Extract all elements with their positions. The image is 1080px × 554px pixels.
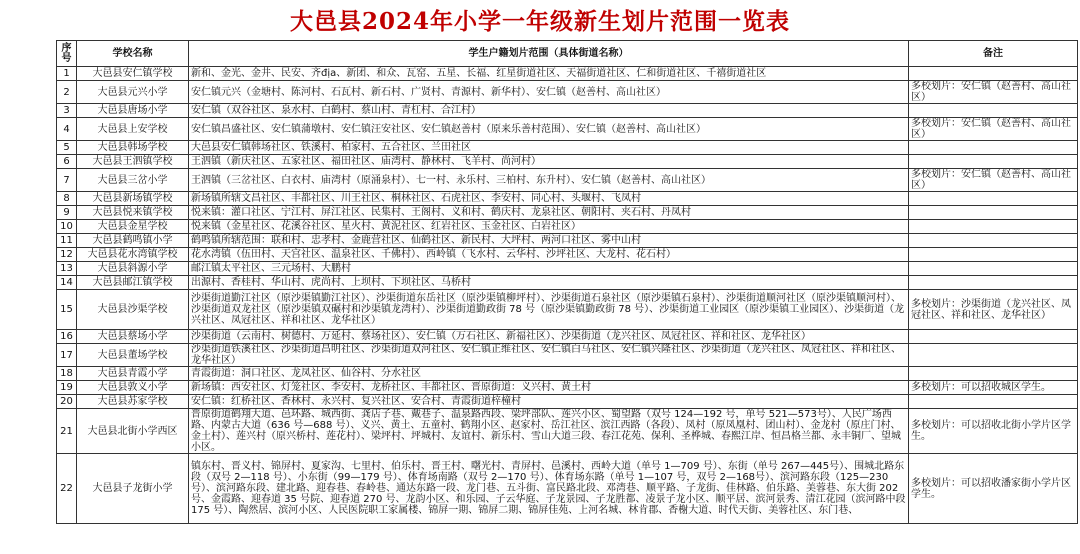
row-number: 2	[57, 81, 77, 104]
table-row	[57, 118, 1078, 141]
table-row	[57, 155, 1078, 169]
school-name: 大邑县新场镇学校	[77, 192, 189, 206]
remark	[909, 248, 1078, 262]
row-number: 7	[57, 169, 77, 192]
table-row	[57, 367, 1078, 381]
header-note: 备注	[909, 41, 1078, 67]
assignment-range: 鹤鸣镇所辖范围：联和村、忠孝村、金鹿营社区、仙鹤社区、新民村、大坪村、两河口社区、雾中山村	[189, 234, 909, 248]
remark	[909, 155, 1078, 169]
row-number: 21	[57, 409, 77, 454]
row-number: 12	[57, 248, 77, 262]
table-row	[57, 248, 1078, 262]
assignment-range: 悦来镇（金星社区、花溪谷社区、星火村、黄泥社区、红岩社区、玉金社区、白岩社区）	[189, 220, 909, 234]
remark: 多校划片：可以招收潘家街小学片区学生。	[909, 454, 1078, 524]
assignment-range: 晋原街道鹤翔大道、邑环路、城西街、龚店子巷、戴巷子、温泉路西段、梁坪部队、莲兴小区、蜀望路（双号 124—192 号，单号 521—573号）、人民广场西路、内蒙古大道（636 号—688 号）、义兴、黄土、五童村、鹤翔小区、赵家村、岳江社区、滨江西路（各段）、凤村（原凤凰村、团山村）、金龙村（原庄门村、金土村）、莲兴村（原兴桥村、莲花村）、梁坪村、坪城村、友谊村、新乐村、雪山大道三段、春江花苑、保利、圣桦城、春熙江岸、恒昌格兰都、永丰铜厂、望城小区。	[189, 409, 909, 454]
row-number: 13	[57, 262, 77, 276]
table-header-row	[57, 41, 1078, 67]
school-name: 大邑县鹤鸣镇小学	[77, 234, 189, 248]
assignment-range: 青霞街道：洞口社区、龙凤社区、仙谷村、分水社区	[189, 367, 909, 381]
row-number: 9	[57, 206, 77, 220]
school-name: 大邑县青霞小学	[77, 367, 189, 381]
remark	[909, 206, 1078, 220]
row-number: 18	[57, 367, 77, 381]
assignment-range: 出源村、香桂村、华山村、虎尚村、上坝村、下坝社区、马桥村	[189, 276, 909, 290]
row-number: 19	[57, 381, 77, 395]
remark	[909, 234, 1078, 248]
assignment-range: 悦来镇：灌口社区、宁江村、屏江社区、民集村、王阁村、义和村、鹤庆村、龙泉社区、朝阳村、夹石村、丹凤村	[189, 206, 909, 220]
table-row	[57, 290, 1078, 330]
assignment-range: 沙渠街道（云南村、树德村、万延村、蔡场社区）、安仁镇（万石社区、新福社区）、沙渠街道（龙兴社区、凤冠社区、祥和社区、龙华社区）	[189, 330, 909, 344]
remark: 多校划片：安仁镇（赵善村、高山社区）	[909, 118, 1078, 141]
table-row	[57, 104, 1078, 118]
school-name: 大邑县北街小学西区	[77, 409, 189, 454]
school-name: 大邑县斜源小学	[77, 262, 189, 276]
page-title: 大邑县2024年小学一年级新生划片范围一览表	[289, 8, 790, 35]
table-row	[57, 234, 1078, 248]
assignment-range: 安仁镇：红桥社区、香林村、永兴村、复兴社区、安合村、青霞街道梓橦村	[189, 395, 909, 409]
row-number: 14	[57, 276, 77, 290]
table-row	[57, 330, 1078, 344]
remark	[909, 141, 1078, 155]
assignment-range: 大邑县安仁镇韩场社区、铁溪村、柏家村、五合社区、兰田社区	[189, 141, 909, 155]
assignment-range: 新和、金光、金井、民安、齐địa、新团、和众、瓦窑、五星、长福、红星街道社区、天福街道社区、仁和街道社区、千禧街道社区	[189, 67, 909, 81]
remark: 多校划片：安仁镇（赵善村、高山社区）	[909, 81, 1078, 104]
row-number: 6	[57, 155, 77, 169]
assignment-range: 邮江镇太平社区、三元场村、大鹏村	[189, 262, 909, 276]
remark: 多校划片：可以招收北街小学片区学生。	[909, 409, 1078, 454]
header-range: 学生户籍划片范围（具体街道名称）	[189, 41, 909, 67]
assignment-range: 安仁镇（双谷社区、泉水村、白鹤村、蔡山村、青杠村、合江村）	[189, 104, 909, 118]
table-row	[57, 67, 1078, 81]
school-name: 大邑县上安学校	[77, 118, 189, 141]
table-row	[57, 381, 1078, 395]
table-row	[57, 220, 1078, 234]
row-number: 17	[57, 344, 77, 367]
school-name: 大邑县金星学校	[77, 220, 189, 234]
remark	[909, 344, 1078, 367]
row-number: 5	[57, 141, 77, 155]
row-number: 22	[57, 454, 77, 524]
school-name: 大邑县沙渠学校	[77, 290, 189, 330]
row-number: 4	[57, 118, 77, 141]
assignment-table	[56, 40, 1078, 524]
remark	[909, 104, 1078, 118]
assignment-range: 安仁镇昌盛社区、安仁镇蒲墩村、安仁镇汪安社区、安仁镇赵善村（原来乐善村范围）、安仁镇（赵善村、高山社区）	[189, 118, 909, 141]
remark	[909, 276, 1078, 290]
row-number: 15	[57, 290, 77, 330]
school-name: 大邑县安仁镇学校	[77, 67, 189, 81]
row-number: 20	[57, 395, 77, 409]
school-name: 大邑县三岔小学	[77, 169, 189, 192]
remark: 多校划片：沙渠街道（龙兴社区、凤冠社区、祥和社区、龙华社区）	[909, 290, 1078, 330]
row-number: 8	[57, 192, 77, 206]
remark	[909, 220, 1078, 234]
assignment-range: 镇东村、晋义村、锦屏村、夏家沟、七里村、伯乐村、晋王村、曙光村、青屏村、邑溪村、西岭大道（单号 1—709 号）、东街（单号 267—445号）、围城北路东段（双号 2—118 号）、小东街（99—179 号）、体育场南路（双号 2—170 号）、体育场东路（单号 1—107 号，双号 2—168号）、滨河路东段（125—230 号）、滨河路东段、建北路、迎春巷、春岭巷、通达东路一段、龙门巷、五斗街、富民路北段、邓湾巷、顺平路、子龙街、佳林路、伯乐路、美蓉巷、东大街 202 号、金霞路、迎春道 35 号院、迎春道 270 号、龙韵小区、和乐园、子云华庭、子龙景园、子龙胜都、凌景子龙小区、顺平居、滨河景秀、清江花园（滨河路中段 175 号）、陶然居、滨河小区、人民医院职工家属楼、锦屏一期、锦屏二期、锦屏佳苑、上河名城、林肯郡、香榭大道、时代天街、美蓉社区、东门巷、	[189, 454, 909, 524]
table-row	[57, 276, 1078, 290]
remark	[909, 395, 1078, 409]
school-name: 大邑县子龙街小学	[77, 454, 189, 524]
row-number: 11	[57, 234, 77, 248]
table-body	[57, 67, 1078, 524]
assignment-range: 王泗镇（新庆社区、五家社区、福田社区、庙湾村、静林村、飞羊村、尚河村）	[189, 155, 909, 169]
assignment-range: 王泗镇（三岔社区、白衣村、庙湾村（原涌泉村）、七一村、永乐村、三柏村、东升村）、安仁镇（赵善村、高山社区）	[189, 169, 909, 192]
school-name: 大邑县韩场学校	[77, 141, 189, 155]
table-row	[57, 169, 1078, 192]
school-name: 大邑县悦来镇学校	[77, 206, 189, 220]
table-row	[57, 344, 1078, 367]
assignment-range: 花水湾镇（伍田村、天宫社区、温泉社区、千佛村）、西岭镇（飞水村、云华村、沙坪社区、大龙村、花石村）	[189, 248, 909, 262]
header-no: 序号	[57, 41, 77, 67]
school-name: 大邑县董场学校	[77, 344, 189, 367]
assignment-range: 沙渠街道勤江社区（原沙渠镇勤江社区）、沙渠街道东岳社区（原沙渠镇柳坪村）、沙渠街道石泉社区（原沙渠镇石泉村）、沙渠街道顺河社区（原沙渠镇顺河村）、沙渠街道双龙社区（原沙渠镇双碾村和沙渠镇龙湾村）、沙渠街道勤政街 78 号（原沙渠镇勤政街 78 号）、沙渠街道工业园区（原沙渠镇工业园区）、沙渠街道（龙兴社区、凤冠社区、祥和社区、龙华社区）	[189, 290, 909, 330]
school-name: 大邑县邮江镇学校	[77, 276, 189, 290]
remark: 多校划片：安仁镇（赵善村、高山社区）	[909, 169, 1078, 192]
school-name: 大邑县王泗镇学校	[77, 155, 189, 169]
remark	[909, 262, 1078, 276]
table-row	[57, 262, 1078, 276]
remark	[909, 330, 1078, 344]
table-row	[57, 395, 1078, 409]
school-name: 大邑县蔡场小学	[77, 330, 189, 344]
remark	[909, 367, 1078, 381]
assignment-range: 安仁镇元兴（金塘村、陈河村、石瓦村、新石村、广贤村、青源村、新华村）、安仁镇（赵善村、高山社区）	[189, 81, 909, 104]
table-row	[57, 206, 1078, 220]
assignment-range: 沙渠街道铁溪社区、沙渠街道昌明社区、沙渠街道双河社区、安仁镇正维社区、安仁镇白马社区、安仁镇兴隆社区、沙渠街道（龙兴社区、凤冠社区、祥和社区、龙华社区）	[189, 344, 909, 367]
table-row	[57, 409, 1078, 454]
assignment-range: 新场镇：西安社区、灯笼社区、李安村、龙桥社区、丰都社区、晋原街道：义兴村、黄土村	[189, 381, 909, 395]
school-name: 大邑县元兴小学	[77, 81, 189, 104]
header-school: 学校名称	[77, 41, 189, 67]
assignment-range: 新场镇所辖文昌社区、丰都社区、川王社区、桐林社区、石虎社区、李安村、同心村、头堰村、飞凤村	[189, 192, 909, 206]
row-number: 1	[57, 67, 77, 81]
school-name: 大邑县花水湾镇学校	[77, 248, 189, 262]
row-number: 10	[57, 220, 77, 234]
table-row	[57, 192, 1078, 206]
school-name: 大邑县敦义小学	[77, 381, 189, 395]
remark	[909, 67, 1078, 81]
row-number: 3	[57, 104, 77, 118]
remark	[909, 192, 1078, 206]
school-name: 大邑县唐场小学	[77, 104, 189, 118]
table-row	[57, 141, 1078, 155]
table-row	[57, 454, 1078, 524]
remark: 多校划片：可以招收城区学生。	[909, 381, 1078, 395]
school-name: 大邑县苏家学校	[77, 395, 189, 409]
row-number: 16	[57, 330, 77, 344]
table-row	[57, 81, 1078, 104]
